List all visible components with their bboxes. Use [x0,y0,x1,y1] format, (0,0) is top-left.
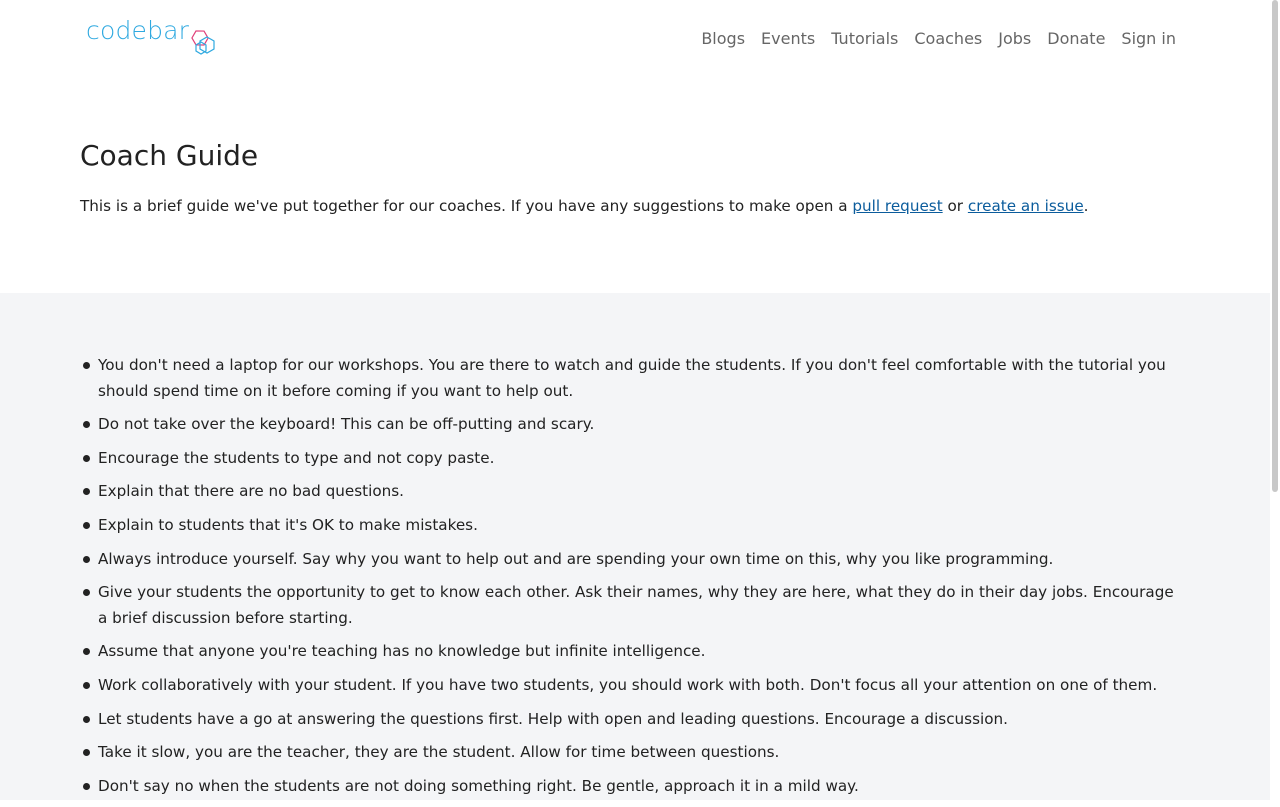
main-nav [701,27,1176,51]
codebar-logo[interactable] [86,14,226,58]
bullet-icon [83,716,90,723]
bullet-icon [83,455,90,462]
site-header [0,0,1270,80]
bullet-icon [83,749,90,756]
list-item [80,774,1180,800]
list-item [80,673,1180,699]
pull-request-link[interactable]: pull request [852,197,943,215]
nav-coaches[interactable]: Coaches [914,29,983,48]
logo-hexagon-icon [190,28,218,58]
list-item [80,740,1180,766]
bullet-icon [83,648,90,655]
logo-text: codebar [86,16,190,45]
list-item [80,639,1180,665]
coach-tips-list [80,353,1180,807]
tip-text: You don't need a laptop for our workshops. You are there to watch and guide the students. If you don't feel comfortable with the tutorial you should spend time on it before coming if you want to help out. [98,356,1166,400]
bullet-icon [83,522,90,529]
nav-tutorials[interactable]: Tutorials [831,29,899,48]
intro-text-after: . [1083,197,1089,215]
tip-text: Encourage the students to type and not copy paste. [98,448,495,467]
intro-text-middle: or [942,197,968,215]
list-item [80,547,1180,573]
bullet-icon [83,362,90,369]
nav-sign-in[interactable]: Sign in [1121,29,1176,48]
tip-text: Give your students the opportunity to get to know each other. Ask their names, why they are here, what they do in their day jobs. Encourage a brief discussion before starting. [98,583,1174,627]
nav-events[interactable]: Events [761,29,816,48]
list-item [80,446,1180,472]
nav-donate[interactable]: Donate [1047,29,1106,48]
tip-text: Do not take over the keyboard! This can be off-putting and scary. [98,415,595,434]
bullet-icon [83,556,90,563]
tip-text: Take it slow, you are the teacher, they are the student. Allow for time between questions. [98,743,780,762]
list-item [80,353,1180,404]
bullet-icon [83,421,90,428]
scrollbar-thumb[interactable] [1272,0,1278,492]
tip-text: Assume that anyone you're teaching has no knowledge but infinite intelligence. [98,642,706,661]
intro-text-before: This is a brief guide we've put together for our coaches. If you have any suggestions to make open a [80,197,853,215]
list-item [80,479,1180,505]
tip-text: Explain that there are no bad questions. [98,482,405,501]
nav-jobs[interactable]: Jobs [998,29,1032,48]
list-item [80,580,1180,631]
list-item [80,412,1180,438]
page-scrollbar[interactable] [1270,0,1280,800]
tip-text: Explain to students that it's OK to make mistakes. [98,515,478,534]
tip-text: Always introduce yourself. Say why you want to help out and are spending your own time on this, why you like programming. [98,549,1054,568]
tip-text: Work collaboratively with your student. If you have two students, you should work with both. Don't focus all your attention on one of them. [98,675,1158,694]
list-item [80,707,1180,733]
list-item [80,513,1180,539]
intro-paragraph [80,194,1190,218]
bullet-icon [83,589,90,596]
create-issue-link[interactable]: create an issue [967,197,1084,215]
tip-text: Don't say no when the students are not doing something right. Be gentle, approach it in a mild way. [98,776,859,795]
tip-text: Let students have a go at answering the questions first. Help with open and leading questions. Encourage a discussion. [98,709,1008,728]
page-title: Coach Guide [80,139,259,172]
bullet-icon [83,783,90,790]
intro-section [80,134,1190,218]
bullet-icon [83,682,90,689]
bullet-icon [83,488,90,495]
nav-blogs[interactable]: Blogs [701,29,746,48]
